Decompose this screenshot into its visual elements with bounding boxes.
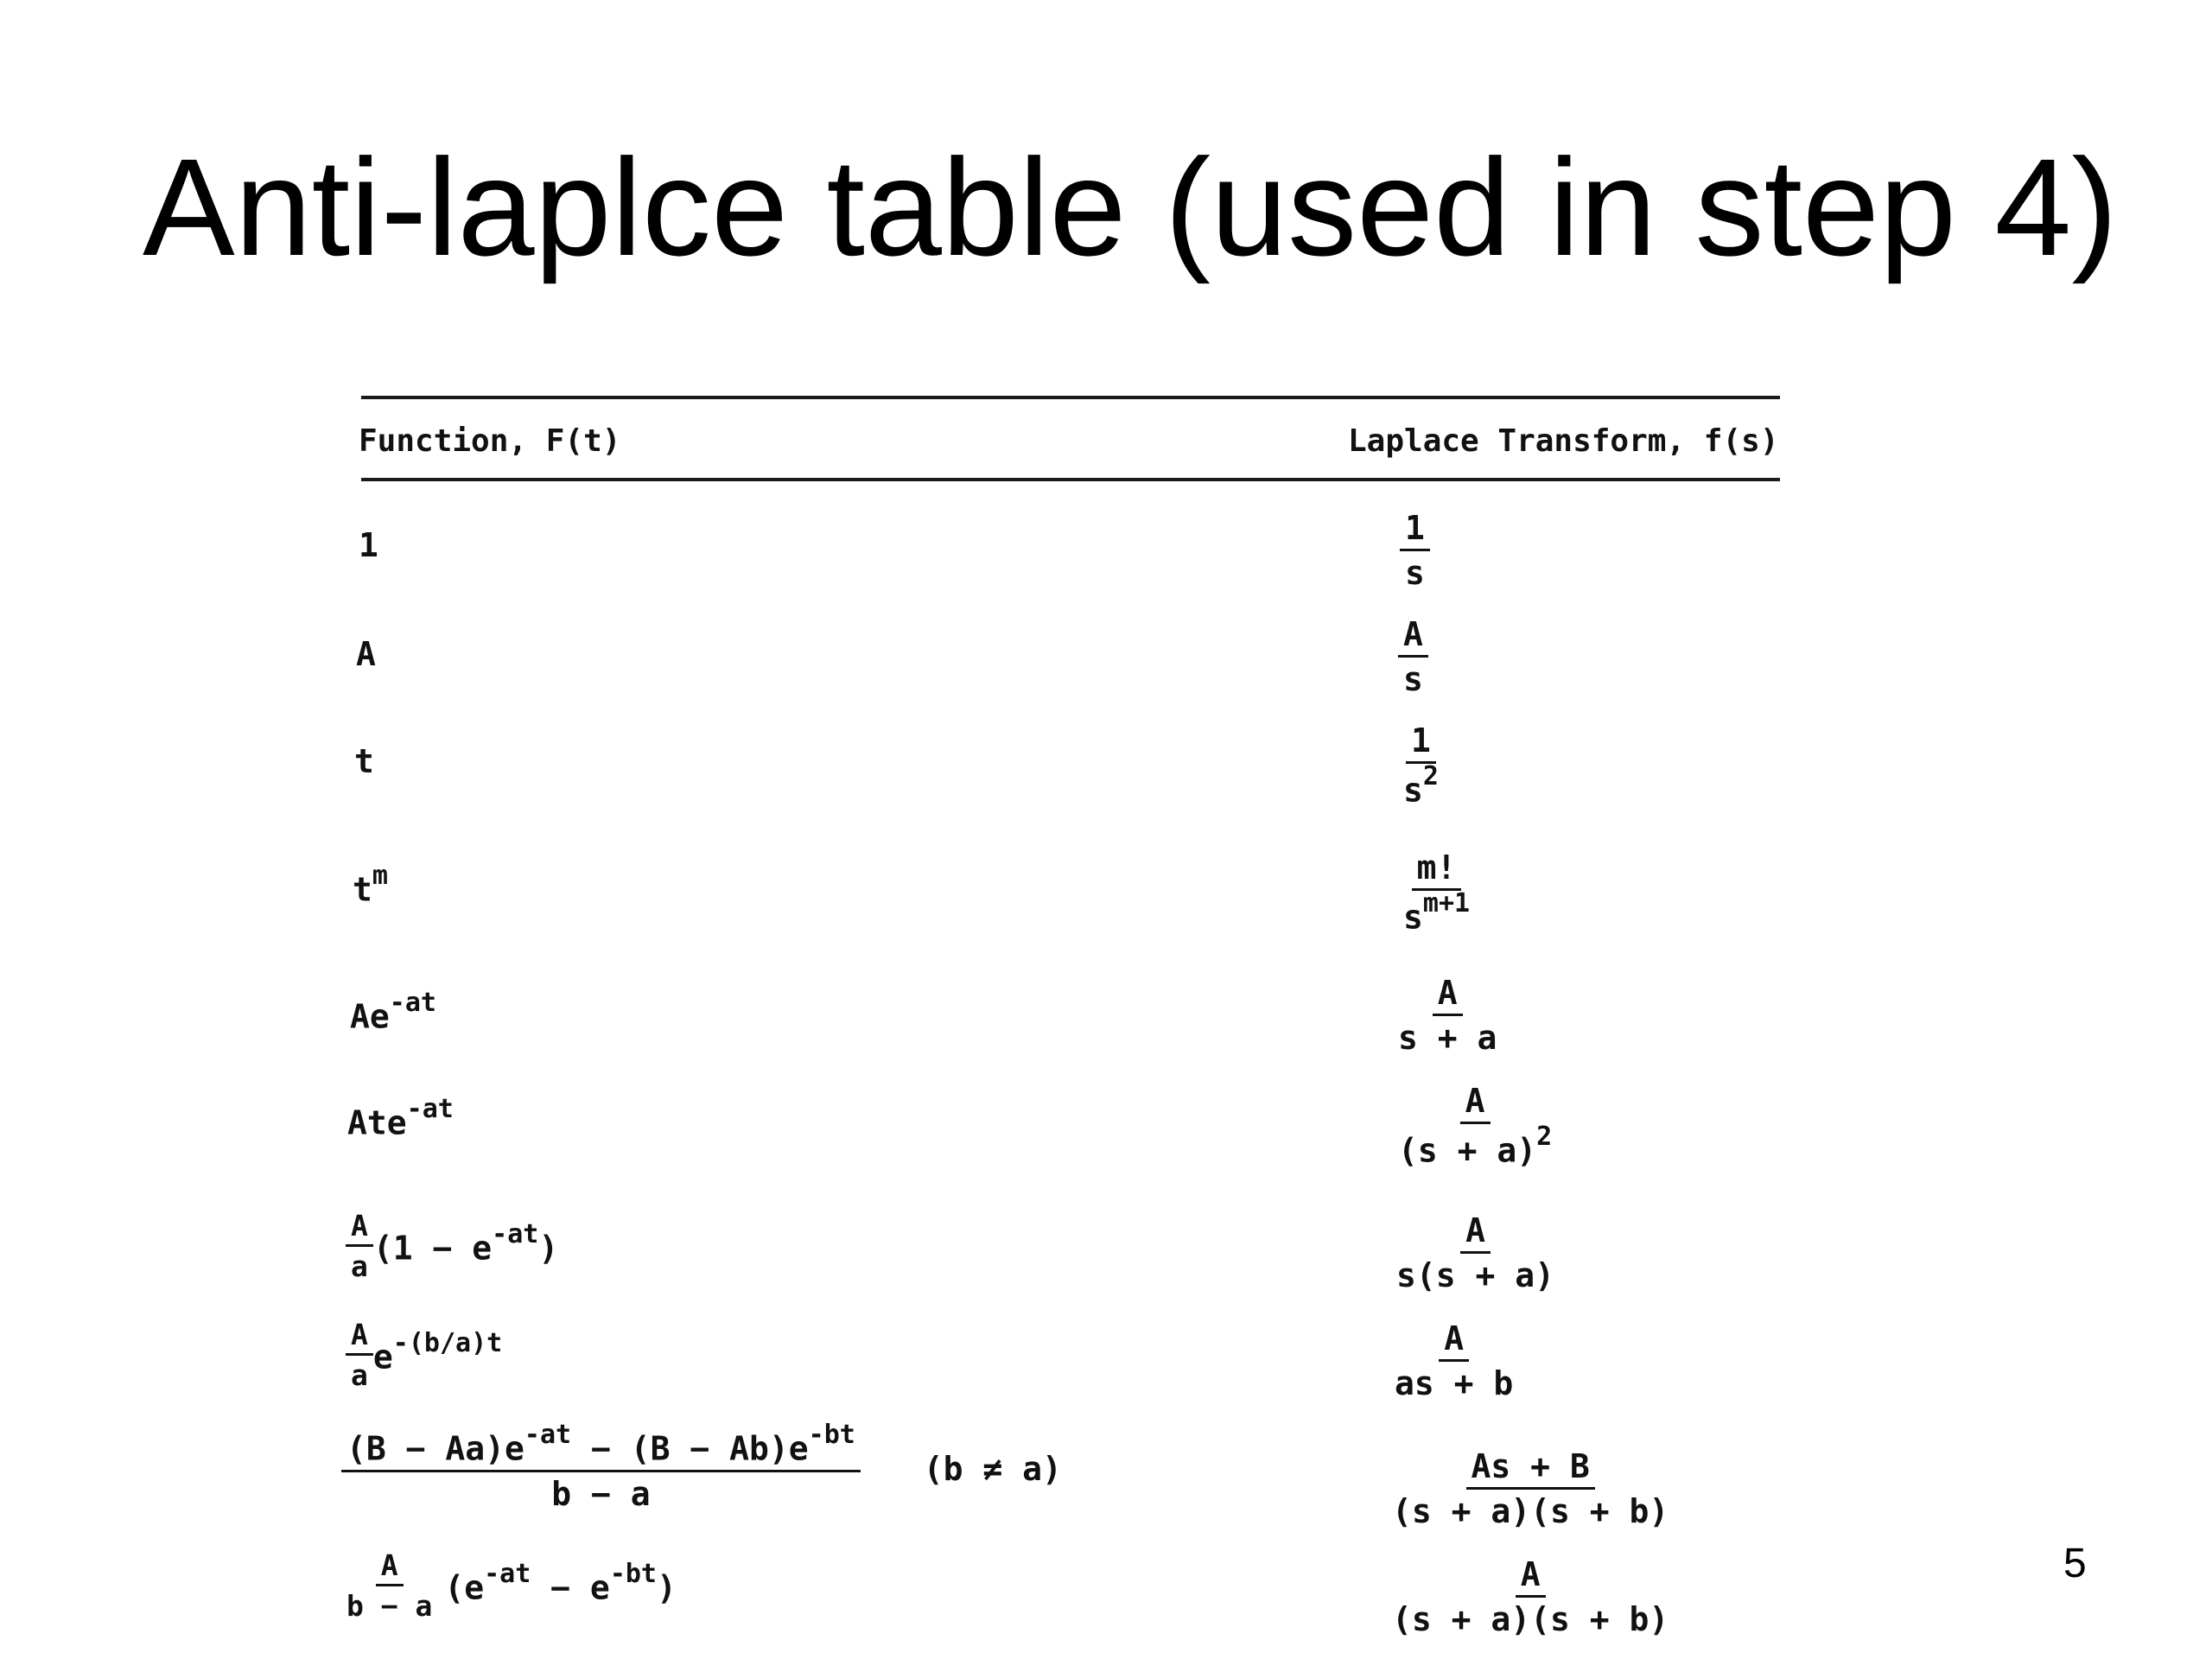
coefficient-fraction bbox=[346, 1211, 373, 1281]
transform-fraction bbox=[1387, 1447, 1674, 1530]
transform-denominator: s bbox=[1403, 660, 1423, 698]
transform-denominator: s bbox=[1405, 554, 1425, 592]
function-exponent: -bt bbox=[609, 1559, 657, 1590]
table-header-rule bbox=[361, 478, 1780, 481]
transform-numerator: A bbox=[1460, 1214, 1491, 1254]
function-exponent: -at bbox=[524, 1420, 572, 1450]
function-exponent: -at bbox=[492, 1219, 539, 1250]
table-top-rule bbox=[361, 396, 1780, 399]
transform-cell bbox=[1400, 509, 1430, 592]
transform-cell bbox=[1398, 721, 1444, 810]
function-condition: (b ≠ a) bbox=[923, 1449, 1062, 1488]
transform-fraction bbox=[1400, 509, 1430, 592]
function-text: − e bbox=[531, 1568, 610, 1607]
function-text: e bbox=[372, 1338, 393, 1376]
denominator-exponent: 2 bbox=[1422, 761, 1439, 791]
transform-numerator: As + B bbox=[1466, 1450, 1595, 1490]
denominator-exponent: m+1 bbox=[1422, 888, 1471, 918]
transform-fraction bbox=[1389, 1319, 1518, 1402]
header-laplace-transform: Laplace Transform, f(s) bbox=[1348, 423, 1779, 459]
coefficient-fraction bbox=[346, 1318, 373, 1392]
transform-numerator: A bbox=[1439, 1322, 1469, 1362]
transform-denominator: as + b bbox=[1395, 1364, 1514, 1402]
transform-denominator: s + a bbox=[1398, 1019, 1497, 1057]
coefficient-denominator: a bbox=[351, 1249, 368, 1283]
transform-denominator bbox=[1393, 1122, 1557, 1170]
function-cell bbox=[347, 1094, 454, 1142]
header-function: Function, F(t) bbox=[359, 423, 621, 459]
transform-numerator: A bbox=[1398, 618, 1428, 658]
function-text: A bbox=[356, 635, 376, 673]
transform-denominator: (s + a)(s + b) bbox=[1392, 1492, 1669, 1530]
transform-fraction bbox=[1398, 849, 1475, 937]
page-number: 5 bbox=[2063, 1541, 2087, 1586]
transform-denominator: (s + a)(s + b) bbox=[1392, 1600, 1669, 1638]
function-cell bbox=[341, 1548, 677, 1623]
transform-fraction bbox=[1398, 615, 1428, 698]
transform-numerator: A bbox=[1460, 1084, 1491, 1124]
denominator-exponent: 2 bbox=[1536, 1122, 1553, 1152]
transform-cell bbox=[1391, 1211, 1560, 1294]
function-cell bbox=[341, 1420, 1062, 1513]
transform-cell bbox=[1387, 1447, 1674, 1530]
coefficient-numerator: A bbox=[346, 1211, 373, 1247]
function-cell bbox=[353, 861, 388, 909]
coefficient-numerator: A bbox=[376, 1551, 404, 1586]
function-text: t bbox=[353, 870, 372, 909]
coefficient-denominator: b − a bbox=[346, 1589, 433, 1623]
function-text: ) bbox=[538, 1229, 559, 1268]
function-body bbox=[372, 1219, 559, 1268]
function-text: Ae bbox=[350, 997, 390, 1036]
coefficient-denominator: a bbox=[351, 1358, 368, 1392]
function-text: (B − Aa)e bbox=[346, 1429, 524, 1468]
transform-cell bbox=[1398, 615, 1428, 698]
function-text: 1 bbox=[359, 526, 378, 564]
function-exponent: m bbox=[372, 861, 388, 891]
transform-fraction bbox=[1398, 721, 1444, 810]
function-cell bbox=[346, 1318, 503, 1392]
transform-fraction bbox=[1393, 974, 1502, 1057]
function-exponent: -at bbox=[389, 988, 436, 1018]
function-text: t bbox=[354, 742, 374, 780]
function-cell bbox=[346, 1211, 558, 1281]
function-cell bbox=[350, 988, 436, 1036]
function-text: Ate bbox=[347, 1103, 407, 1142]
transform-numerator: 1 bbox=[1400, 512, 1430, 551]
function-text: (1 − e bbox=[372, 1229, 493, 1268]
function-denominator: b − a bbox=[551, 1474, 651, 1513]
transform-fraction bbox=[1391, 1211, 1560, 1294]
function-text: ) bbox=[657, 1568, 677, 1607]
function-exponent: -bt bbox=[808, 1420, 855, 1450]
transform-numerator: 1 bbox=[1406, 724, 1436, 764]
denominator-base: s bbox=[1403, 898, 1423, 937]
transform-denominator: s(s + a) bbox=[1396, 1256, 1555, 1294]
function-cell bbox=[356, 635, 376, 673]
coefficient-numerator: A bbox=[346, 1320, 373, 1356]
denominator-base: s bbox=[1403, 771, 1423, 810]
function-text: (e bbox=[444, 1568, 485, 1607]
transform-numerator: m! bbox=[1412, 851, 1462, 891]
function-numerator bbox=[341, 1420, 861, 1472]
function-body bbox=[372, 1328, 503, 1376]
function-cell bbox=[359, 526, 378, 564]
transform-numerator: A bbox=[1433, 976, 1463, 1016]
function-cell bbox=[354, 742, 374, 780]
transform-fraction bbox=[1387, 1555, 1674, 1638]
transform-denominator bbox=[1398, 761, 1444, 810]
transform-numerator: A bbox=[1516, 1558, 1546, 1598]
transform-denominator bbox=[1398, 888, 1475, 937]
function-text: − (B − Ab)e bbox=[571, 1429, 809, 1468]
transform-cell bbox=[1389, 1319, 1518, 1402]
function-exponent: -at bbox=[484, 1559, 531, 1590]
transform-cell bbox=[1393, 974, 1502, 1057]
transform-fraction bbox=[1393, 1082, 1557, 1170]
denominator-base: (s + a) bbox=[1398, 1131, 1537, 1170]
function-exponent: -(b/a)t bbox=[392, 1328, 503, 1359]
transform-cell bbox=[1398, 849, 1475, 937]
function-body bbox=[444, 1559, 677, 1607]
coefficient-fraction bbox=[341, 1548, 437, 1623]
function-fraction bbox=[341, 1420, 861, 1513]
transform-cell bbox=[1387, 1555, 1674, 1638]
slide-title: Anti-laplce table (used in step 4) bbox=[143, 130, 2118, 284]
transform-cell bbox=[1393, 1082, 1557, 1170]
function-exponent: -at bbox=[406, 1094, 454, 1124]
